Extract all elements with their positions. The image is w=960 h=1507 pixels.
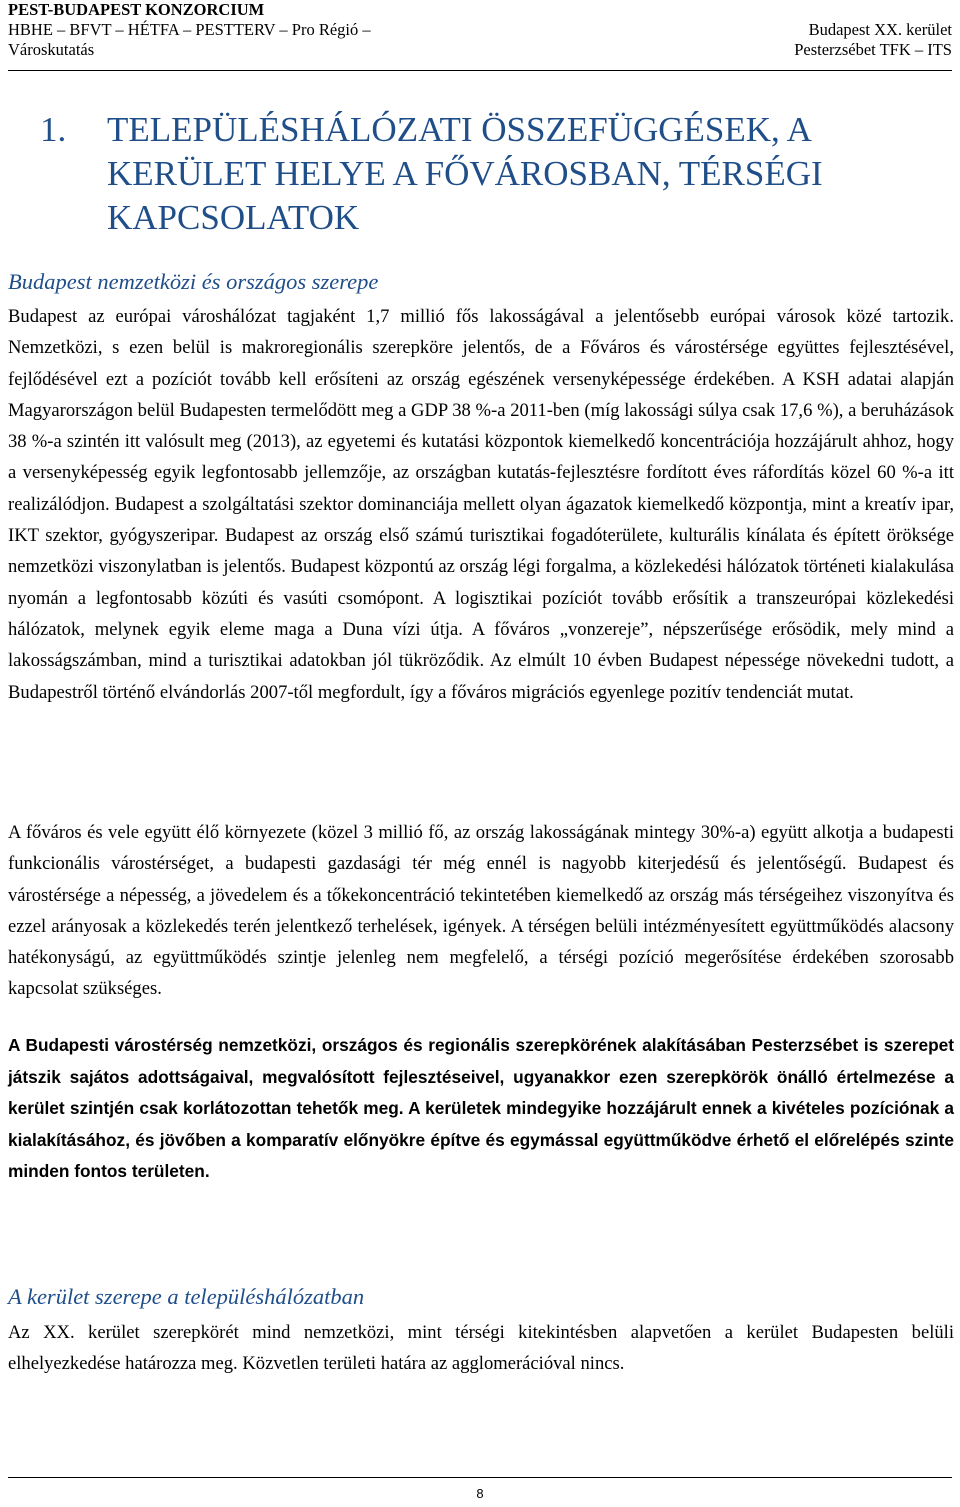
header-divider [8, 70, 952, 71]
header-right [794, 0, 952, 60]
bold-paragraph: A Budapesti várostérség nemzetközi, országos és regionális szerepkörének alakításában Pesterzsébet is szerepet játszik sajátos adottságaival, megvalósított fejlesztéseivel, ugyanakkor ezen szerepkörök önálló értelmezése a kerület szintjén csak korlátozottan tehetők meg. A kerületek mindegyike hozzájárult ennek a kivételes pozíciónak a kialakításához, és jövőben a komparatív előnyökre építve és egymással együttműködve érhető el előrelépés szinte minden fontos területen. [8, 1035, 954, 1182]
page-number: 8 [476, 1486, 484, 1501]
page-header [8, 0, 952, 70]
header-document-code: Pesterzsébet TFK – ITS [794, 40, 952, 59]
footer-divider [8, 1477, 952, 1478]
body-paragraph-1: Budapest az európai városhálózat tagjaként 1,7 millió fős lakosságával a jelentősebb európai városok közé tartozik. Nemzetközi, s ezen belül is makroregionális szerepköre jelentős, de a Főváros és várostérsége együttes fejlesztésével, fejlődésével ezt a pozíciót tovább kell erősíteni az ország egészének versenyképessége érdekében. A KSH adatai alapján Magyarországon belül Budapesten termelődött meg a GDP 38 %-a 2011-ben (míg lakossági súlya csak 17,6 %), a beruházások 38 %-a szintén itt valósult meg (2013), az egyetemi és kutatási központok kiemelkedő koncentrációja hozzájárult ahhoz, hogy a versenyképesség egyik legfontosabb jellemzője, az országban kutatás-fejlesztésre fordított éves ráfordítás közel 60 %-a itt realizálódjon. Budapest a szolgáltatási szektor dominanciája mellett olyan ágazatok kiemelkedő központja, mint a kreatív ipar, IKT szektor, gyógyszeripar. Budapest az ország első számú turisztikai fogadóterülete, kulturális kínálata és épített öröksége nemzetközi viszonylatban is jelentős. Budapest központú az ország légi forgalma, a közlekedési hálózatok történeti kialakulása nyomán a legfontosabb közúti és vasúti csomópont. A logisztikai pozíciót tovább erősítik a transzeurópai közlekedési hálózatok, melynek egyik eleme maga a Duna vízi útja. A főváros „vonzereje”, népszerűsége erősödik, mely mind a lakosságszámban, mind a turisztikai adatokban jól tükröződik. Az elmúlt 10 évben Budapest népessége növekedni tudott, a Budapestről történő elvándorlás 2007-től megfordult, így a főváros migrációs egyenlege pozitív tendenciát mutat. [8, 306, 954, 703]
body-paragraph-2: A főváros és vele együtt élő környezete (közel 3 millió fő, az ország lakosságának mintegy 30%-a) együtt alkotja a budapesti funkcionális várostérséget, a budapesti gazdasági tér még ennél is nagyobb kiterjedésű és jelentőségű. Budapest és várostérsége a népesség, a jövedelem és a tőkekoncentráció tekintetében kiemelkedő az ország más térségeihez viszonyítva és ezzel arányosak a közlekedés terén jelentkező terhelések, igények. A térségen belüli intézményesített együttműködés alacsony hatékonyságú, az együttműködés szintje jelenleg nem megfelelő, a térségi pozíció megerősítése érdekében szorosabb kapcsolat szükséges. [8, 822, 954, 1000]
header-left [8, 0, 371, 60]
chapter-number: 1. [40, 110, 67, 149]
header-org: PEST-BUDAPEST KONZORCIUM [8, 0, 265, 19]
chapter-title [40, 108, 910, 240]
header-district: Budapest XX. kerület [808, 20, 952, 39]
header-members: HBHE – BFVT – HÉTFA – PESTTERV – Pro Régió – [8, 20, 371, 39]
section-heading-district-role: A kerület szerepe a településhálózatban [8, 1284, 365, 1309]
chapter-title-text: TELEPÜLÉSHÁLÓZATI ÖSSZEFÜGGÉSEK, A KERÜLET HELYE A FŐVÁROSBAN, TÉRSÉGI KAPCSOLATOK [107, 110, 823, 237]
section-heading-budapest-role: Budapest nemzetközi és országos szerepe [8, 269, 379, 294]
header-members-2: Városkutatás [8, 40, 95, 59]
body-paragraph-3: Az XX. kerület szerepkörét mind nemzetközi, mint térségi kitekintésben alapvetően a kerület Budapesten belüli elhelyezkedése határozza meg. Közvetlen területi határa az agglomerációval nincs. [8, 1322, 954, 1375]
